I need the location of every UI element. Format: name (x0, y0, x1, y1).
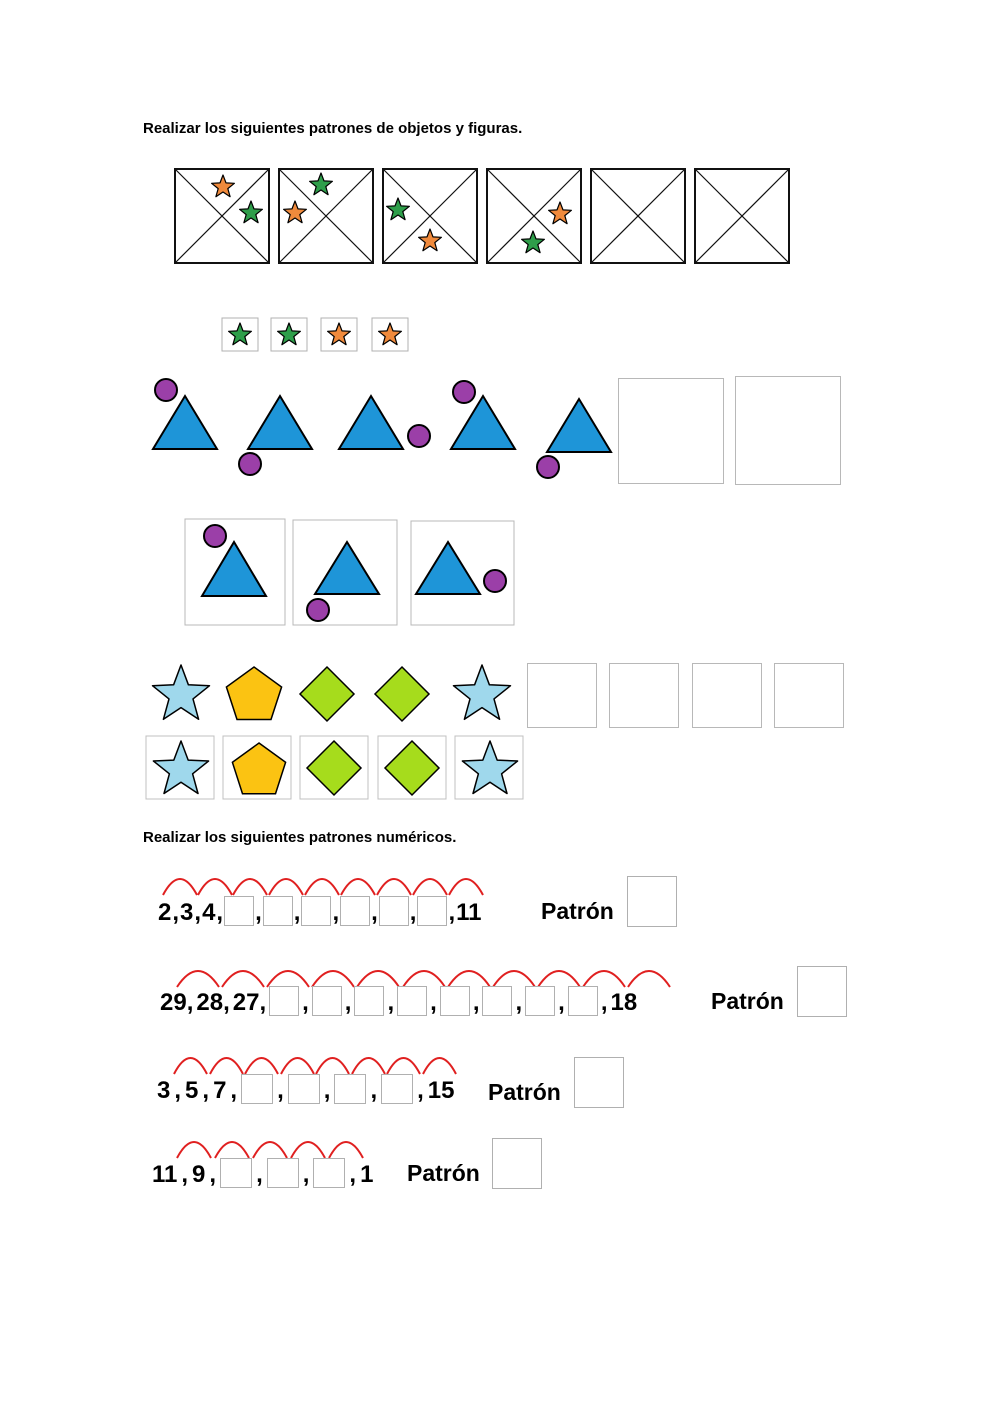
arc-icon (245, 1058, 278, 1074)
number-value: 3 (180, 899, 194, 926)
number-blank-input[interactable] (220, 1158, 252, 1188)
star-answer-tiles[interactable] (220, 316, 420, 356)
circle-icon (239, 453, 261, 475)
arc-icon (493, 971, 535, 987)
arc-icon (628, 971, 670, 987)
number-sequence (160, 986, 637, 1016)
arc-icon (357, 971, 399, 987)
arc-icon (329, 1142, 363, 1158)
arc-icon (538, 971, 580, 987)
number-blank-input[interactable] (381, 1074, 413, 1104)
triangle-answer-tiles[interactable] (184, 518, 524, 630)
number-blank-input[interactable] (334, 1074, 366, 1104)
number-blank-input[interactable] (241, 1074, 273, 1104)
number-value: 9 (192, 1161, 206, 1188)
comma: , (216, 899, 224, 926)
arc-icon (448, 971, 490, 987)
circle-icon (155, 379, 177, 401)
pentagon-icon (226, 667, 281, 720)
star-icon (454, 665, 511, 719)
number-value: 1 (360, 1161, 374, 1188)
patron-answer-box[interactable] (797, 966, 847, 1017)
comma: , (323, 1077, 331, 1104)
patron-answer-box[interactable] (574, 1057, 624, 1108)
arc-icon (222, 971, 264, 987)
triangle-circle-pattern (148, 375, 628, 485)
comma: , (174, 1077, 182, 1104)
number-value: 4 (202, 899, 216, 926)
arc-icon (177, 1142, 211, 1158)
arc-icon (291, 1142, 325, 1158)
number-blank-input[interactable] (263, 896, 293, 926)
number-blank-input[interactable] (301, 896, 331, 926)
number-blank-input[interactable] (312, 986, 342, 1016)
circle-icon (408, 425, 430, 447)
arc-icon (377, 879, 411, 895)
number-value: 29, (160, 989, 194, 1016)
arc-icon (403, 971, 445, 987)
arc-icon (352, 1058, 385, 1074)
arc-icon (210, 1058, 243, 1074)
comma: , (302, 1161, 310, 1188)
comma: , (448, 899, 456, 926)
number-value: 7 (213, 1077, 227, 1104)
comma: , (194, 899, 202, 926)
comma: , (230, 1077, 238, 1104)
patron-answer-box[interactable] (492, 1138, 542, 1189)
shape-pattern (148, 660, 518, 730)
arc-icon (341, 879, 375, 895)
patron-label: Patrón (541, 898, 614, 924)
triangle-icon (451, 396, 515, 449)
number-value: 3 (157, 1077, 171, 1104)
answer-slot-triangle-2[interactable] (735, 376, 841, 485)
arc-icon (281, 1058, 314, 1074)
diamond-icon (300, 667, 354, 721)
number-blank-input[interactable] (224, 896, 254, 926)
arc-icon (174, 1058, 207, 1074)
circle-icon (307, 599, 329, 621)
arc-icon (163, 879, 197, 895)
number-blank-input[interactable] (313, 1158, 345, 1188)
number-blank-input[interactable] (340, 896, 370, 926)
comma: , (472, 989, 480, 1016)
diamond-icon (375, 667, 429, 721)
arc-icon (387, 1058, 420, 1074)
comma: , (409, 899, 417, 926)
circle-icon (537, 456, 559, 478)
arc-icon (253, 1142, 287, 1158)
patron-label: Patrón (488, 1079, 561, 1105)
number-blank-input[interactable] (525, 986, 555, 1016)
number-blank-input[interactable] (288, 1074, 320, 1104)
comma: , (344, 989, 352, 1016)
comma: , (181, 1161, 189, 1188)
answer-slot-triangle-1[interactable] (618, 378, 724, 484)
number-blank-input[interactable] (568, 986, 598, 1016)
comma: , (172, 899, 180, 926)
star-x-boxes (173, 167, 813, 267)
comma: , (255, 899, 262, 926)
circle-icon (453, 381, 475, 403)
number-blank-input[interactable] (379, 896, 409, 926)
arc-icon (177, 971, 219, 987)
comma: , (256, 1161, 263, 1188)
number-sequence (158, 896, 482, 926)
comma: , (558, 989, 565, 1016)
number-blank-input[interactable] (417, 896, 447, 926)
number-value: 5 (185, 1077, 199, 1104)
patron-label: Patrón (407, 1160, 480, 1186)
arc-icon (269, 879, 303, 895)
comma: , (417, 1077, 424, 1104)
instruction-numbers: Realizar los siguientes patrones numéricos. (143, 829, 457, 846)
arc-icon (215, 1142, 249, 1158)
answer-slot-shape-3[interactable] (692, 663, 762, 728)
triangle-icon (547, 399, 611, 452)
number-sequence (152, 1158, 373, 1188)
number-blank-input[interactable] (440, 986, 470, 1016)
number-sequence (157, 1074, 454, 1104)
arc-icon (267, 971, 309, 987)
arc-icon (198, 879, 232, 895)
number-value: 11 (456, 899, 482, 926)
patron-answer-box[interactable] (627, 876, 677, 927)
comma: , (371, 899, 378, 926)
comma: , (277, 1077, 284, 1104)
number-value: 18 (610, 989, 638, 1016)
triangle-icon (153, 396, 217, 449)
circle-icon (204, 525, 226, 547)
comma: , (202, 1077, 210, 1104)
arc-icon (413, 879, 447, 895)
triangle-icon (248, 396, 312, 449)
arc-icon (423, 1058, 456, 1074)
number-value: 15 (427, 1077, 455, 1104)
comma: , (302, 989, 309, 1016)
triangle-icon (339, 396, 403, 449)
number-blank-input[interactable] (267, 1158, 299, 1188)
number-value: 28, (196, 989, 230, 1016)
arc-icon (233, 879, 267, 895)
comma: , (370, 1077, 378, 1104)
answer-slot-shape-4[interactable] (774, 663, 844, 728)
number-blank-input[interactable] (354, 986, 384, 1016)
answer-slot-shape-2[interactable] (609, 663, 679, 728)
arc-icon (305, 879, 339, 895)
arc-icon (449, 879, 483, 895)
shape-answer-tiles[interactable] (144, 734, 534, 804)
answer-slot-shape-1[interactable] (527, 663, 597, 728)
comma: , (600, 989, 608, 1016)
comma: , (332, 899, 340, 926)
number-blank-input[interactable] (269, 986, 299, 1016)
number-value: 27, (232, 989, 267, 1016)
patron-label: Patrón (711, 988, 784, 1014)
number-blank-input[interactable] (482, 986, 512, 1016)
comma: , (430, 989, 437, 1016)
comma: , (387, 989, 395, 1016)
number-value: 11 (152, 1161, 178, 1188)
instruction-objects: Realizar los siguientes patrones de objetos y figuras. (143, 120, 523, 137)
comma: , (349, 1161, 357, 1188)
star-icon (153, 665, 210, 719)
comma: , (515, 989, 523, 1016)
arc-icon (316, 1058, 349, 1074)
arc-icon (312, 971, 354, 987)
comma: , (209, 1161, 217, 1188)
number-value: 2 (158, 899, 172, 926)
number-blank-input[interactable] (397, 986, 427, 1016)
arc-icon (583, 971, 625, 987)
comma: , (293, 899, 301, 926)
circle-icon (484, 570, 506, 592)
